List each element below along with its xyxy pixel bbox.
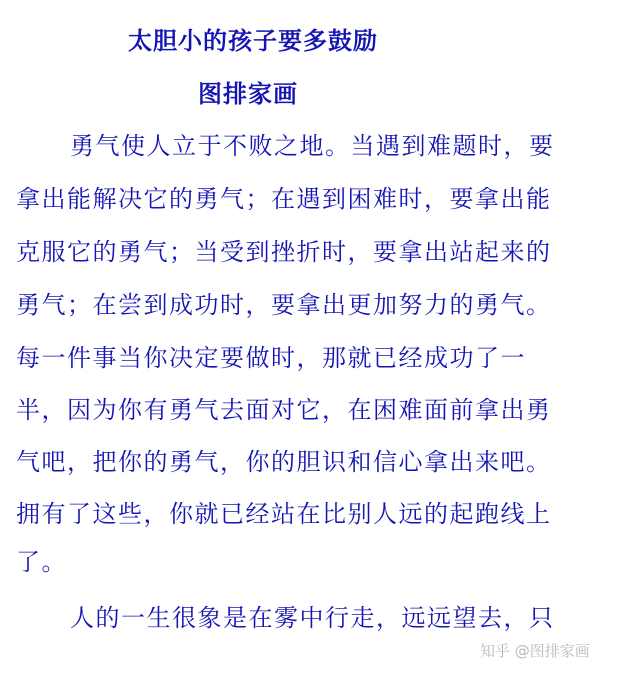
zhihu-watermark: 知乎 @图排家画	[480, 642, 590, 660]
paragraph-line-1: 勇气使人立于不败之地。当遇到难题时，要	[70, 132, 555, 160]
paragraph-line-5: 每一件事当你决定要做时，那就已经成功了一	[16, 344, 526, 372]
paragraph-line-2: 拿出能解决它的勇气；在遇到困难时，要拿出能	[16, 185, 552, 213]
paragraph-line-9: 了。	[16, 548, 67, 576]
paragraph-line-8: 拥有了这些，你就已经站在比别人远的起跑线上	[16, 500, 552, 528]
paragraph-line-3: 克服它的勇气；当受到挫折时，要拿出站起来的	[16, 238, 552, 266]
paragraph-line-7: 气吧，把你的勇气，你的胆识和信心拿出来吧。	[16, 448, 552, 476]
paragraph-line-10: 人的一生很象是在雾中行走，远远望去，只	[70, 604, 555, 632]
article-title: 太胆小的孩子要多鼓励	[128, 26, 378, 55]
paragraph-line-4: 勇气；在尝到成功时，要拿出更加努力的勇气。	[16, 291, 552, 319]
paragraph-line-6: 半，因为你有勇气去面对它，在困难面前拿出勇	[16, 396, 552, 424]
article-author: 图排家画	[198, 79, 298, 108]
